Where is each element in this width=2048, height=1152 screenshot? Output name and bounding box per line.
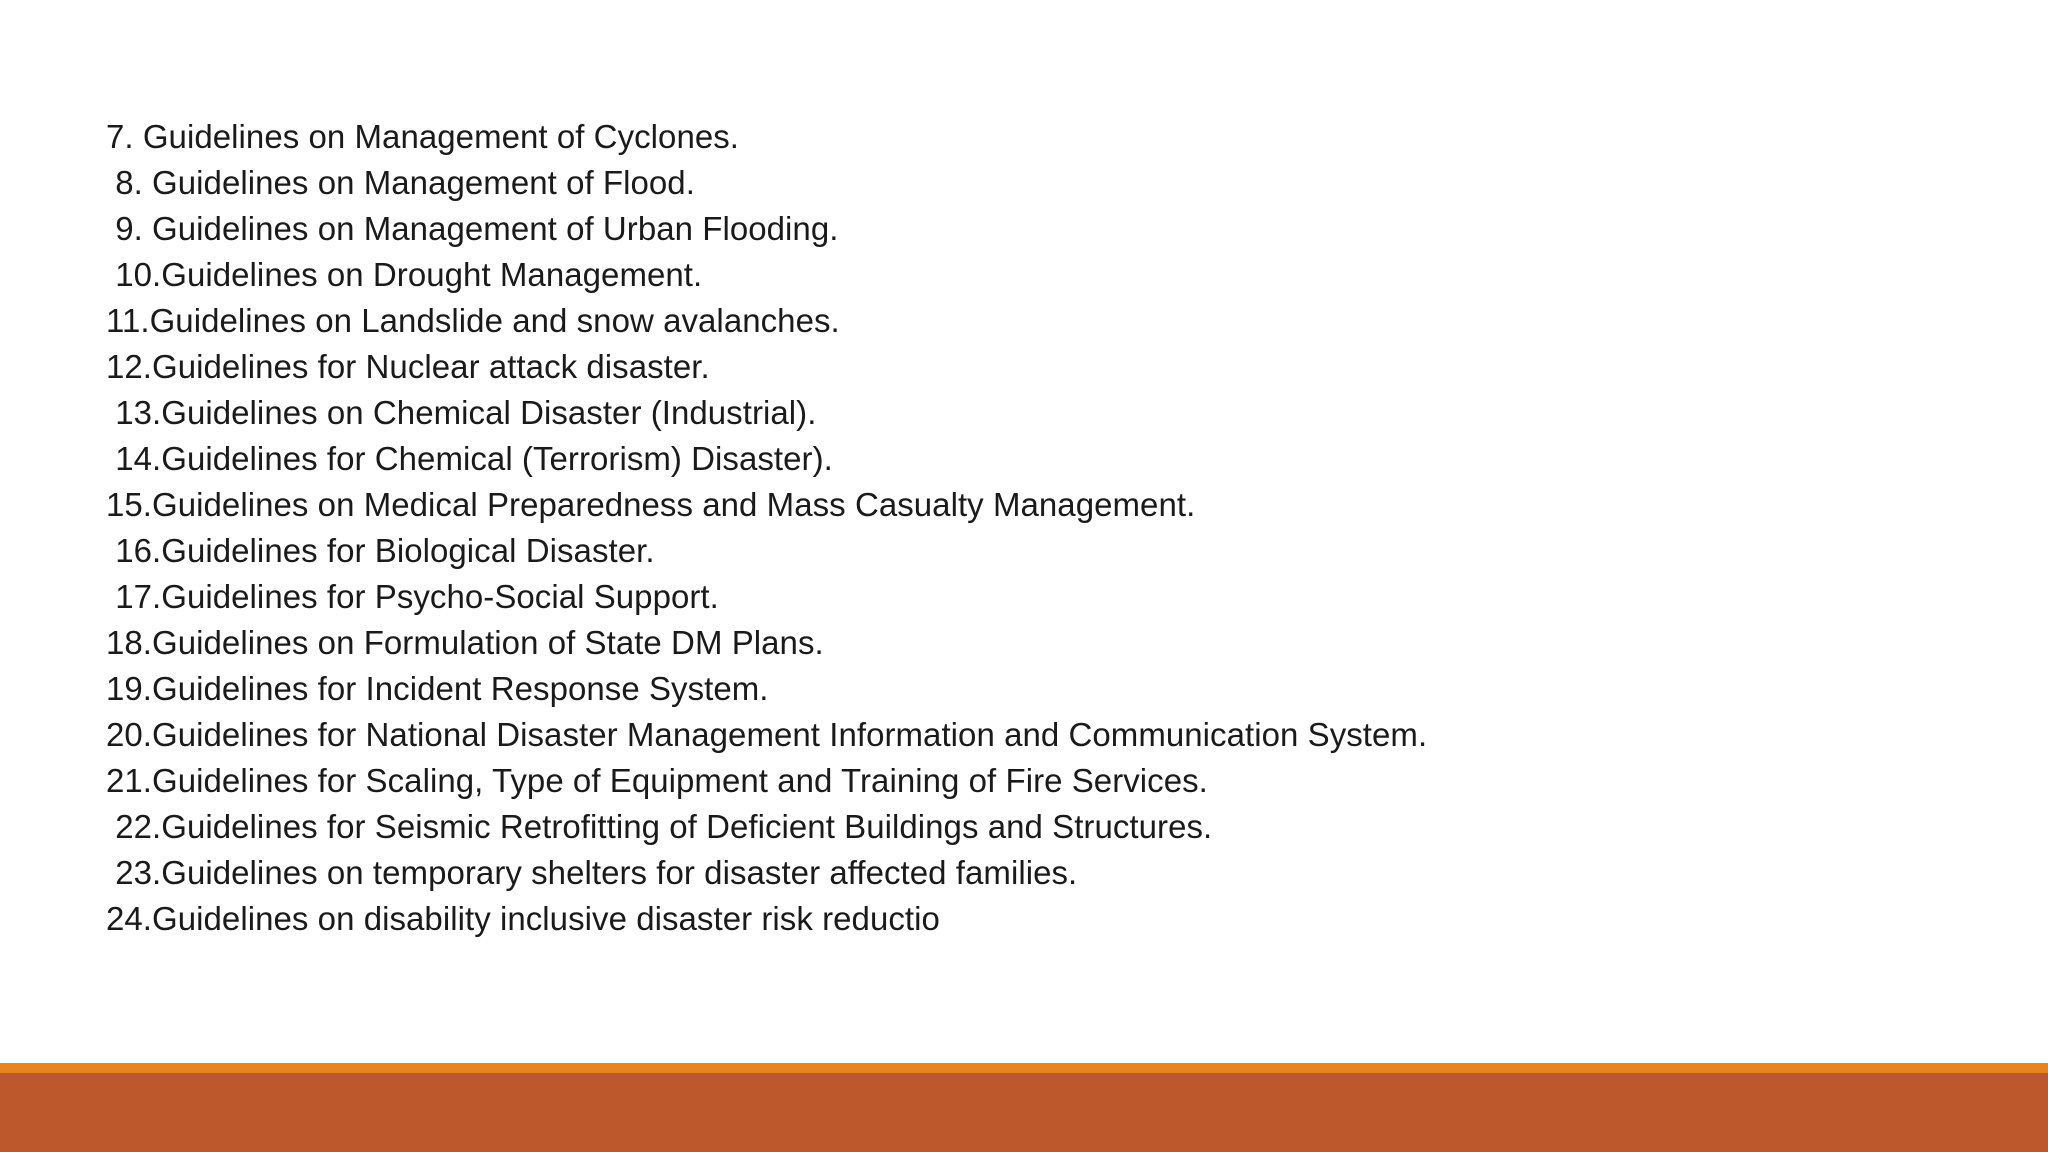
list-item: 11.Guidelines on Landslide and snow avalanches. (106, 302, 840, 339)
list-item: 20.Guidelines for National Disaster Management Information and Communication System. (106, 716, 1428, 753)
list-item: 13.Guidelines on Chemical Disaster (Industrial). (106, 394, 817, 431)
list-item: 15.Guidelines on Medical Preparedness and Mass Casualty Management. (106, 486, 1196, 523)
list-item: 9. Guidelines on Management of Urban Flooding. (106, 210, 839, 247)
list-item: 17.Guidelines for Psycho-Social Support. (106, 578, 719, 615)
guidelines-list (106, 114, 1986, 942)
footer-bar (0, 1073, 2048, 1152)
list-item: 19.Guidelines for Incident Response System. (106, 670, 769, 707)
list-item: 24.Guidelines on disability inclusive disaster risk reductio (106, 900, 940, 937)
list-item: 18.Guidelines on Formulation of State DM Plans. (106, 624, 824, 661)
footer-accent-strip (0, 1063, 2048, 1073)
list-item: 7. Guidelines on Management of Cyclones. (106, 118, 740, 155)
list-item: 8. Guidelines on Management of Flood. (106, 164, 695, 201)
list-item: 12.Guidelines for Nuclear attack disaster. (106, 348, 710, 385)
list-item: 10.Guidelines on Drought Management. (106, 256, 703, 293)
list-item: 14.Guidelines for Chemical (Terrorism) Disaster). (106, 440, 833, 477)
list-item: 16.Guidelines for Biological Disaster. (106, 532, 655, 569)
list-item: 21.Guidelines for Scaling, Type of Equipment and Training of Fire Services. (106, 762, 1208, 799)
list-item: 22.Guidelines for Seismic Retrofitting of Deficient Buildings and Structures. (106, 808, 1213, 845)
list-item: 23.Guidelines on temporary shelters for disaster affected families. (106, 854, 1078, 891)
